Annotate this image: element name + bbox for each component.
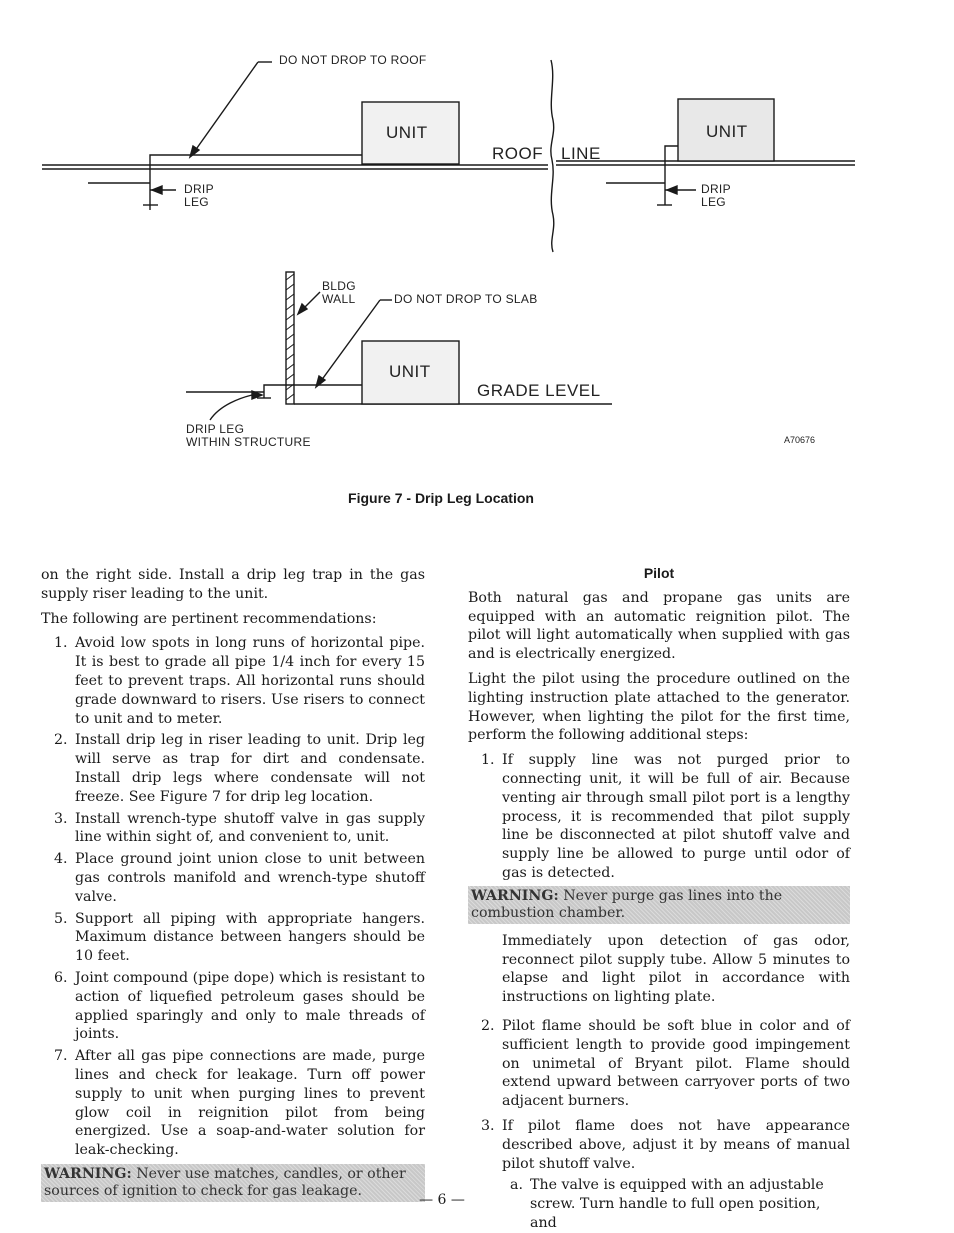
list-item: 5. Support all piping with appropriate hangers. Maximum distance between hangers should be 10 feet. — [54, 910, 425, 965]
pilot-steps-list — [468, 751, 850, 883]
warning-box-leakage: WARNING: Never use matches, candles, or other sources of ignition to check for gas leakage. — [41, 1164, 425, 1202]
label-unit-right: UNIT — [706, 122, 748, 141]
pilot-para-1: Both natural gas and propane gas units are equipped with an automatic reignition pilot. The pilot will light automatically when supplied with gas and is electrically energized. — [468, 589, 850, 663]
label-unit-left: UNIT — [386, 123, 428, 142]
recommendations-list — [41, 634, 425, 1160]
list-item: 7. After all gas pipe connections are made, purge lines and check for leakage. Turn off power supply to unit when purging lines to prevent glow coil in reignition pilot from being energized. Use a soap-and-water solution for leak-checking. — [54, 1048, 425, 1159]
warning-box-purge: WARNING: Never purge gas lines into the combustion chamber. — [468, 886, 850, 924]
pilot-para-2: Light the pilot using the procedure outlined on the lighting instruction plate attached to the generator. However, when lighting the pilot for the first time, perform the following additional steps: — [468, 670, 850, 744]
list-item: 2. Install drip leg in riser leading to unit. Drip leg will serve as trap for dirt and condensate. Install drip legs where condensate will not freeze. See Figure 7 for drip leg location. — [54, 732, 425, 805]
label-roof: ROOF — [492, 144, 544, 163]
label-drip-right: DRIP — [701, 182, 731, 196]
right-column — [468, 564, 850, 1233]
label-do-not-drop-slab: DO NOT DROP TO SLAB — [394, 292, 538, 306]
list-item: 2. Pilot flame should be soft blue in color and of sufficient length to provide good impingement on unimetal of Bryant pilot. Flame should extend upward between carryover ports of two adjacent burners. — [481, 1017, 850, 1110]
lead-text: The following are pertinent recommendations: — [41, 610, 377, 627]
sub-step-a: a. The valve is equipped with an adjustable screw. Turn handle to full open position, and — [510, 1177, 824, 1231]
label-line: LINE — [561, 144, 601, 163]
list-item: 1. If supply line was not purged prior to connecting unit, it will be full of air. Because venting air through small pilot port is a lengthy process, it is recommended that pilot supply line be disconnected at pilot shutoff valve and supply line be allowed to purge until odor of gas is detected. — [481, 752, 850, 881]
label-unit-bottom: UNIT — [389, 362, 431, 381]
after-warning-text: Immediately upon detection of gas odor, reconnect pilot supply tube. Allow 5 minutes to elapse and light pilot in accordance with instructions on lighting plate. — [502, 932, 850, 1006]
label-within-structure: WITHIN STRUCTURE — [186, 435, 311, 449]
label-grade-level: GRADE LEVEL — [477, 381, 601, 400]
list-item: 4. Place ground joint union close to unit between gas controls manifold and wrench-type shutoff valve. — [54, 851, 425, 905]
figure-caption: Figure 7 - Drip Leg Location — [348, 490, 534, 506]
label-do-not-drop-roof: DO NOT DROP TO ROOF — [279, 53, 427, 67]
figure-code: A70676 — [784, 435, 816, 445]
list-item: 1. Avoid low spots in long runs of horizontal pipe. It is best to grade all pipe 1/4 inch for every 15 feet to prevent traps. All horizontal runs should grade downward to risers. Use risers to connect to unit and to meter. — [54, 635, 425, 727]
label-drip-leg-within: DRIP LEG — [186, 422, 245, 436]
label-wall: WALL — [322, 292, 356, 306]
page-number: — 6 — — [419, 1192, 465, 1208]
intro-text: on the right side. Install a drip leg trap in the gas supply riser leading to the unit. — [41, 567, 425, 602]
pilot-steps-list-cont — [468, 1017, 850, 1173]
section-heading-pilot: Pilot — [643, 565, 675, 581]
list-item: 3. Install wrench-type shutoff valve in gas supply line within sight of, and convenient to, unit. — [54, 810, 425, 846]
list-item: 6. Joint compound (pipe dope) which is resistant to action of liquefied petroleum gases should be applied sparingly and only to male threads of joints. — [54, 969, 425, 1043]
label-leg-left: LEG — [184, 195, 209, 209]
label-drip-left: DRIP — [184, 182, 214, 196]
label-leg-right: LEG — [701, 195, 726, 209]
list-item: 3. If pilot flame does not have appearance described above, adjust it by means of manual pilot shutoff valve. — [481, 1117, 850, 1172]
left-column — [41, 566, 425, 1202]
label-bldg: BLDG — [322, 279, 356, 293]
